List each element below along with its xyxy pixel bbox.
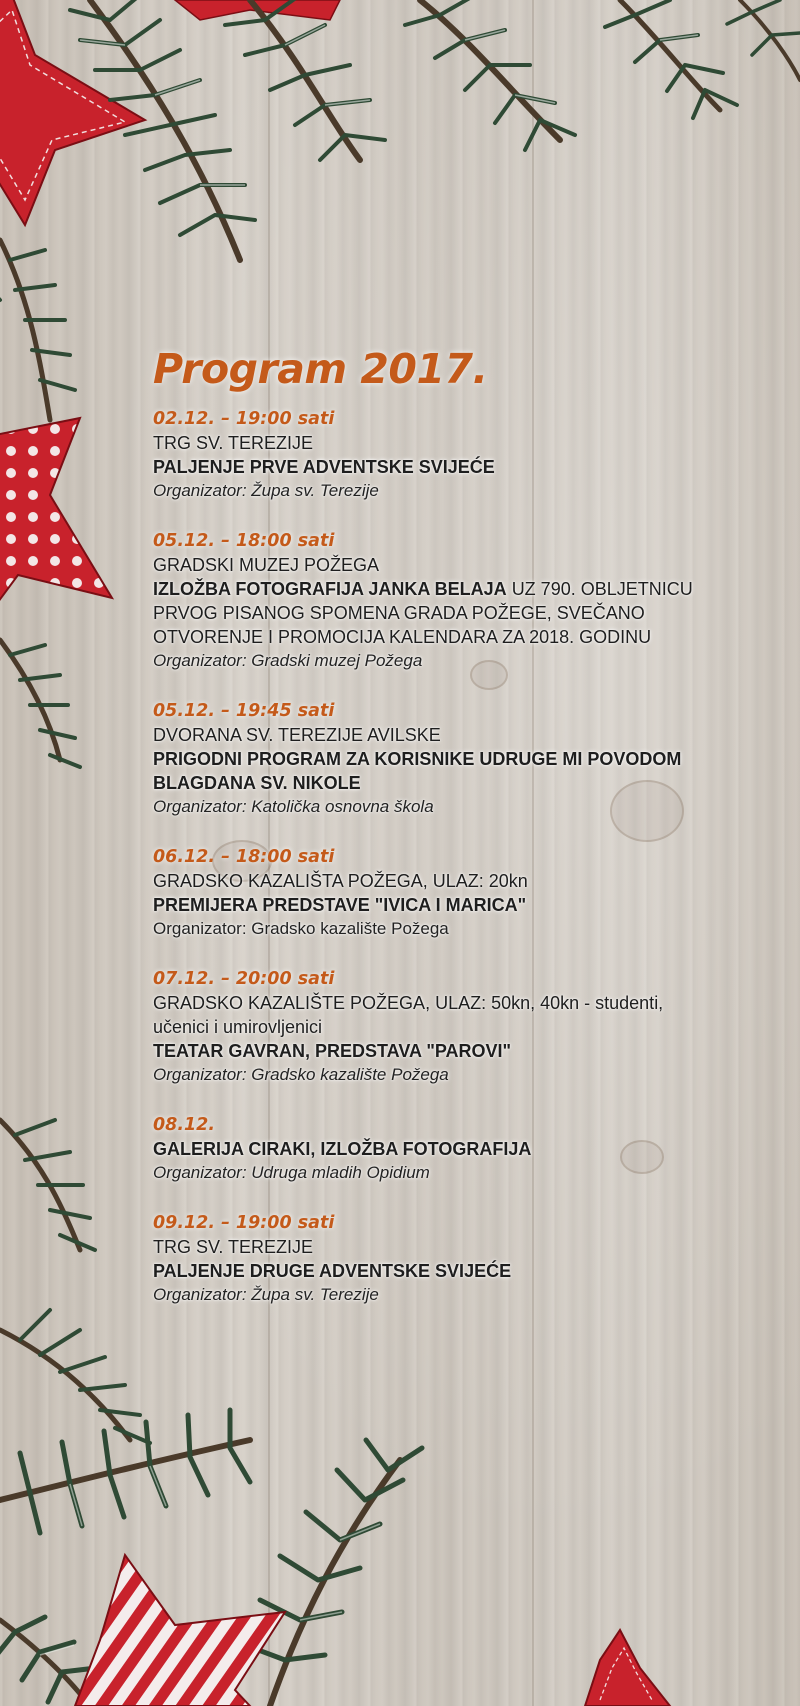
event-location: GRADSKO KAZALIŠTE POŽEGA, ULAZ: 50kn, 40kn - studenti, — [153, 993, 664, 1013]
event-datetime: 08.12. — [153, 1115, 216, 1135]
event-organizer: Organizator: Gradski muzej Požega — [153, 651, 423, 670]
event-datetime: 07.12. – 20:00 sati — [153, 969, 335, 989]
red-star-icon — [585, 1630, 670, 1706]
event-datetime: 02.12. – 19:00 sati — [153, 409, 335, 429]
event-location: GRADSKI MUZEJ POŽEGA — [153, 555, 380, 575]
event-datetime: 06.12. – 18:00 sati — [153, 847, 335, 867]
red-star-icon — [175, 0, 340, 20]
event-item — [153, 1211, 773, 1307]
event-item — [153, 1113, 773, 1185]
event-datetime: 05.12. – 18:00 sati — [153, 531, 335, 551]
event-name: PRIGODNI PROGRAM ZA KORISNIKE UDRUGE MI POVODOM — [153, 749, 682, 769]
fir-branch-icon — [0, 240, 150, 1443]
event-organizer: Organizator: Udruga mladih Opidium — [153, 1163, 430, 1182]
event-item — [153, 699, 773, 819]
polka-dot-star-icon — [0, 418, 112, 640]
event-name: BLAGDANA SV. NIKOLE — [153, 773, 361, 793]
event-datetime: 05.12. – 19:45 sati — [153, 701, 335, 721]
event-name: GALERIJA CIRAKI, IZLOŽBA FOTOGRAFIJA — [153, 1139, 532, 1159]
striped-star-icon — [75, 1555, 285, 1706]
event-organizer: Organizator: Gradsko kazalište Požega — [153, 1065, 449, 1084]
event-item — [153, 529, 773, 673]
event-location: GRADSKO KAZALIŠTA POŽEGA, ULAZ: 20kn — [153, 871, 528, 891]
event-location: DVORANA SV. TEREZIJE AVILSKE — [153, 725, 441, 745]
event-item — [153, 407, 773, 503]
frost-highlight — [40, 1466, 380, 1655]
event-description: PRVOG PISANOG SPOMENA GRADA POŽEGE, SVEČANO — [153, 603, 645, 623]
event-organizer: Organizator: Katolička osnovna škola — [153, 797, 434, 816]
event-name: PREMIJERA PREDSTAVE "IVICA I MARICA" — [153, 895, 527, 915]
event-name: IZLOŽBA FOTOGRAFIJA JANKA BELAJA — [153, 579, 507, 599]
event-item — [153, 967, 773, 1087]
program-list — [153, 345, 773, 1333]
event-organizer: Organizator: Župa sv. Terezije — [153, 1285, 379, 1304]
red-star-icon — [0, 0, 145, 225]
event-location: TRG SV. TEREZIJE — [153, 433, 314, 453]
event-description: UZ 790. OBLJETNICU — [511, 579, 693, 599]
fir-branch-icon — [70, 0, 800, 260]
event-item — [153, 845, 773, 941]
page-title: Program 2017. — [153, 345, 488, 393]
event-name: PALJENJE PRVE ADVENTSKE SVIJEĆE — [153, 457, 495, 477]
fir-branch-icon — [0, 1410, 422, 1706]
event-name: PALJENJE DRUGE ADVENTSKE SVIJEĆE — [153, 1261, 512, 1281]
event-organizer: Organizator: Župa sv. Terezije — [153, 481, 379, 500]
event-description: OTVORENJE I PROMOCIJA KALENDARA ZA 2018. GODINU — [153, 627, 652, 647]
event-name: TEATAR GAVRAN, PREDSTAVA "PAROVI" — [153, 1041, 512, 1061]
event-organizer: Organizator: Gradsko kazalište Požega — [153, 919, 449, 938]
event-location: učenici i umirovljenici — [153, 1017, 323, 1037]
event-datetime: 09.12. – 19:00 sati — [153, 1213, 335, 1233]
frost-highlight — [80, 25, 698, 185]
event-location: TRG SV. TEREZIJE — [153, 1237, 314, 1257]
